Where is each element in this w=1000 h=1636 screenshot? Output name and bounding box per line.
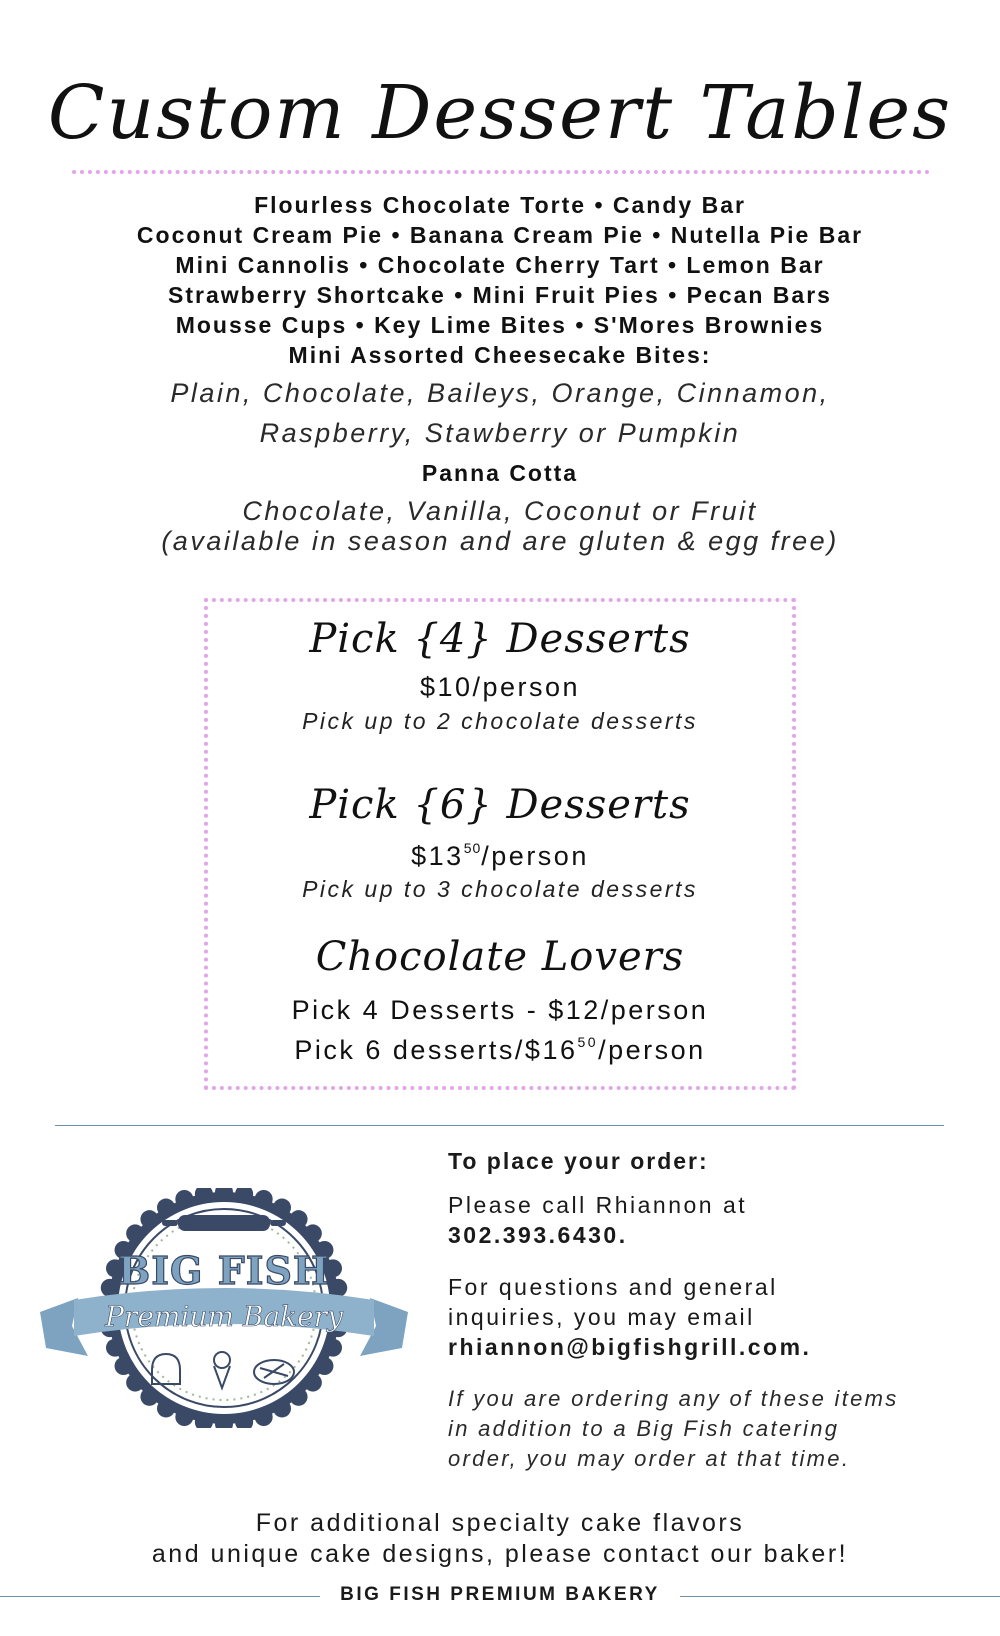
- footer-brand: BIG FISH PREMIUM BAKERY: [340, 1584, 660, 1605]
- big-fish-bakery-logo: [38, 1188, 410, 1428]
- pick6-price-cents: 50: [463, 840, 482, 856]
- pick4-title: Pick {4} Desserts: [309, 616, 691, 662]
- panna-cotta-heading: Panna Cotta: [421, 460, 579, 486]
- specialty-cake-message: [0, 1508, 1000, 1570]
- logo-ribbon-text: Premium Bakery: [105, 1300, 343, 1333]
- dessert-line: Mousse Cups • Key Lime Bites • S'Mores Brownies: [175, 312, 825, 338]
- specialty-cake-line-2: and unique cake designs, please contact our baker!: [151, 1540, 849, 1568]
- lovers-pick6-suffix: /person: [598, 1035, 706, 1065]
- dessert-line: Strawberry Shortcake • Mini Fruit Pies • Pecan Bars: [168, 282, 832, 308]
- pick6-price-unit: /person: [481, 841, 589, 871]
- lovers-pick6-prefix: Pick 6 desserts/$16: [294, 1035, 578, 1065]
- email-text-2: inquiries, you may email: [448, 1304, 755, 1330]
- panna-cotta-flavors: Chocolate, Vanilla, Coconut or Fruit: [242, 496, 758, 526]
- pick6-title: Pick {6} Desserts: [309, 782, 691, 828]
- catering-note-1: If you are ordering any of these items: [448, 1386, 899, 1411]
- call-text: Please call Rhiannon at: [448, 1192, 748, 1218]
- catering-note-2: in addition to a Big Fish catering: [448, 1416, 840, 1441]
- chocolate-lovers-title: Chocolate Lovers: [315, 934, 685, 980]
- page-title: Custom Dessert Tables: [47, 70, 953, 156]
- order-heading: To place your order:: [448, 1148, 709, 1174]
- section-divider: [55, 1125, 944, 1126]
- email-text-1: For questions and general: [448, 1274, 778, 1300]
- email-address[interactable]: rhiannon@bigfishgrill.com.: [448, 1334, 812, 1360]
- chocolate-lovers-pick4: Pick 4 Desserts - $12/person: [291, 995, 709, 1025]
- pick6-price: [0, 840, 1000, 872]
- catering-note-3: order, you may order at that time.: [448, 1446, 851, 1471]
- pick4-note: Pick up to 2 chocolate desserts: [302, 708, 698, 734]
- panna-cotta-note: (available in season and are gluten & egg free): [161, 526, 839, 556]
- dessert-line: Mini Assorted Cheesecake Bites:: [288, 342, 712, 368]
- cheesecake-flavors-line-2: Raspberry, Stawberry or Pumpkin: [259, 418, 741, 448]
- logo-name: BIG FISH: [118, 1248, 330, 1293]
- chocolate-lovers-pick6: [0, 1034, 1000, 1066]
- title-dotted-divider: [72, 170, 930, 174]
- cheesecake-flavors-line-1: Plain, Chocolate, Baileys, Orange, Cinnamon,: [170, 378, 830, 408]
- dessert-line: Flourless Chocolate Torte • Candy Bar: [254, 192, 746, 218]
- pick6-price-dollars: $13: [411, 841, 464, 871]
- phone-number[interactable]: 302.393.6430.: [448, 1222, 628, 1248]
- dessert-list: [0, 190, 1000, 370]
- order-info: [448, 1148, 968, 1474]
- dessert-line: Coconut Cream Pie • Banana Cream Pie • Nutella Pie Bar: [136, 222, 864, 248]
- specialty-cake-line-1: For additional specialty cake flavors: [255, 1509, 745, 1537]
- lovers-pick6-cents: 50: [577, 1034, 599, 1050]
- pick4-price: $10/person: [419, 672, 581, 702]
- rolling-pin-icon: [162, 1215, 286, 1231]
- pick6-note: Pick up to 3 chocolate desserts: [302, 876, 698, 902]
- dessert-line: Mini Cannolis • Chocolate Cherry Tart • Lemon Bar: [175, 252, 825, 278]
